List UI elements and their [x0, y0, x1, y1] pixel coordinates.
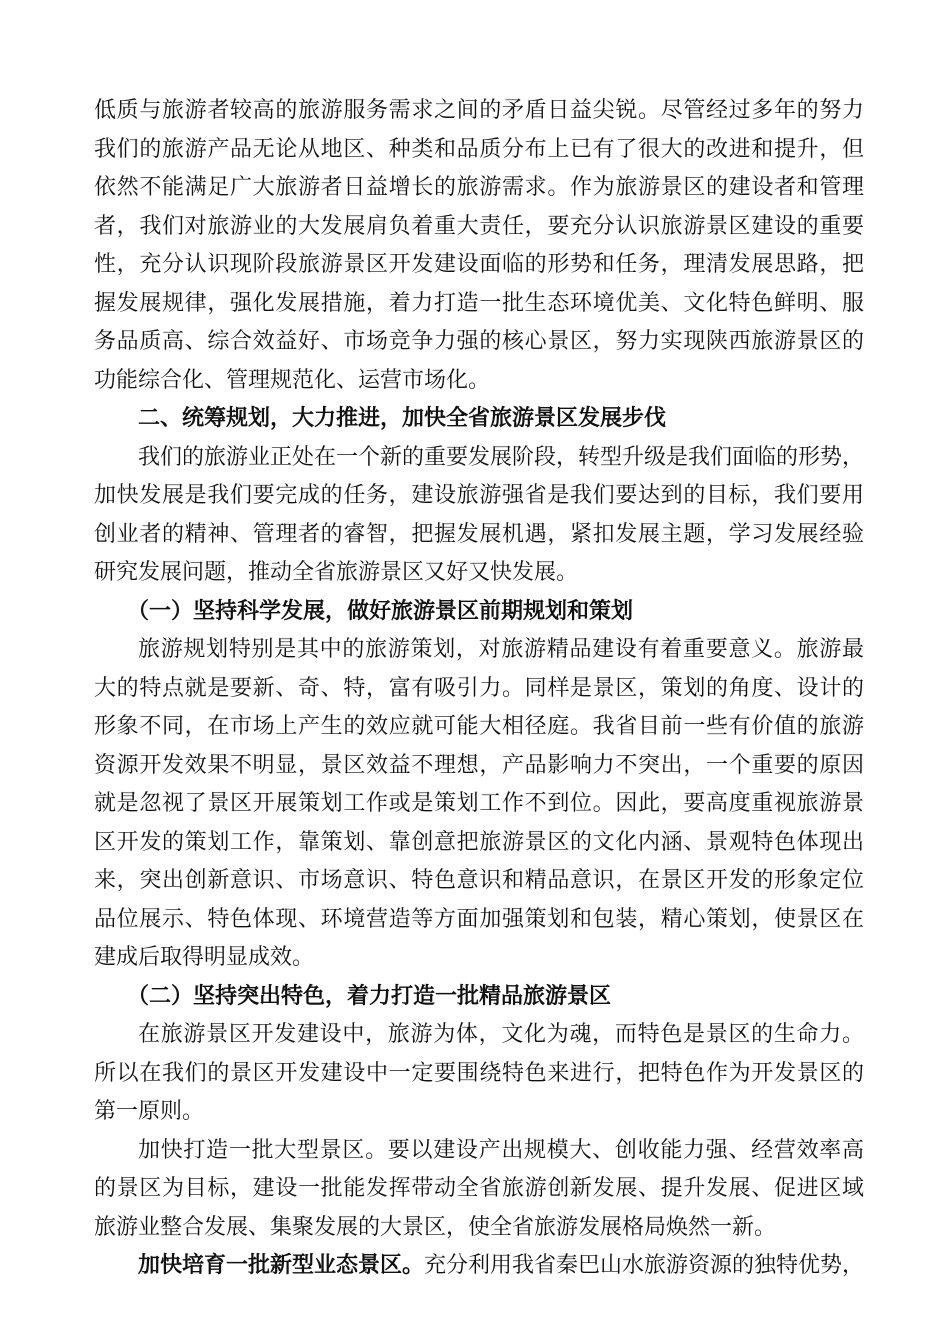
- text-line: 的景区为目标，建设一批能发挥带动全省旅游创新发展、提升发展、促进区域: [94, 1176, 864, 1201]
- text-line: 者，我们对旅游业的大发展肩负着重大责任，要充分认识旅游景区建设的重要: [94, 213, 864, 239]
- text-line: 加快打造一批大型景区。要以建设产出规模大、创收能力强、经营效率高: [138, 1137, 864, 1163]
- text-line: 旅游规划特别是其中的旅游策划，对旅游精品建设有着重要意义。旅游最: [138, 637, 864, 662]
- text-line: 区开发的策划工作，靠策划、靠创意把旅游景区的文化内涵、景观特色体现出: [94, 829, 864, 855]
- text-line: 所以在我们的景区开发建设中一定要围绕特色来进行，把特色作为开发景区的: [94, 1060, 864, 1086]
- text-line: 大的特点就是要新、奇、特，富有吸引力。同样是景区，策划的角度、设计的: [94, 675, 864, 701]
- text-line: 第一原则。: [94, 1099, 205, 1124]
- text-line: 握发展规律，强化发展措施，着力打造一批生态环境优美、文化特色鲜明、服: [94, 290, 864, 316]
- text-line: 低质与旅游者较高的旅游服务需求之间的矛盾日益尖锐。尽管经过多年的努力: [94, 98, 864, 123]
- subsection-heading: （二）坚持突出特色，着力打造一批精品旅游景区: [127, 983, 612, 1009]
- text-line: 我们的旅游产品无论从地区、种类和品质分布上已有了很大的改进和提升，但: [94, 136, 864, 162]
- text-line: 建成后取得明显成效。: [94, 945, 315, 970]
- inline-text: 充分利用我省秦巴山水旅游资源的独特优势，: [424, 1253, 864, 1278]
- text-line: 在旅游景区开发建设中，旅游为体，文化为魂，而特色是景区的生命力。: [138, 1022, 864, 1047]
- text-line: 研究发展问题，推动全省旅游景区又好又快发展。: [94, 560, 579, 585]
- text-line: 性，充分认识现阶段旅游景区开发建设面临的形势和任务，理清发展思路，把: [94, 252, 864, 277]
- text-line: 资源开发效果不明显，景区效益不理想，产品影响力不突出，一个重要的原因: [94, 752, 864, 778]
- text-line: 加快发展是我们要完成的任务，建设旅游强省是我们要达到的目标，我们要用: [94, 483, 864, 508]
- text-line: 形象不同，在市场上产生的效应就可能大相径庭。我省目前一些有价值的旅游: [94, 714, 864, 739]
- text-line: 品位展示、特色体现、环境营造等方面加强策划和包装，精心策划，使景区在: [94, 906, 864, 932]
- inline-bold-lead: 加快培育一批新型业态景区。: [138, 1253, 425, 1278]
- text-line: 务品质高、综合效益好、市场竞争力强的核心景区，努力实现陕西旅游景区的: [94, 329, 864, 354]
- text-line: 功能综合化、管理规范化、运营市场化。: [94, 367, 491, 393]
- text-line: 创业者的精神、管理者的睿智，把握发展机遇，紧扣发展主题，学习发展经验: [94, 521, 864, 547]
- text-line: 我们的旅游业正处在一个新的重要发展阶段，转型升级是我们面临的形势，: [138, 444, 864, 470]
- section-heading: 二、统筹规划，大力推进，加快全省旅游景区发展步伐: [138, 406, 667, 431]
- text-line: 旅游业整合发展、集聚发展的大景区，使全省旅游发展格局焕然一新。: [94, 1214, 777, 1240]
- text-line: 依然不能满足广大旅游者日益增长的旅游需求。作为旅游景区的建设者和管理: [94, 175, 864, 200]
- text-line-mixed: [94, 1247, 864, 1286]
- document-page: [94, 92, 864, 1286]
- text-line: 就是忽视了景区开展策划工作或是策划工作不到位。因此，要高度重视旅游景: [94, 791, 864, 816]
- subsection-heading: （一）坚持科学发展，做好旅游景区前期规划和策划: [127, 598, 634, 624]
- text-line: 来，突出创新意识、市场意识、特色意识和精品意识，在景区开发的形象定位: [94, 868, 864, 893]
